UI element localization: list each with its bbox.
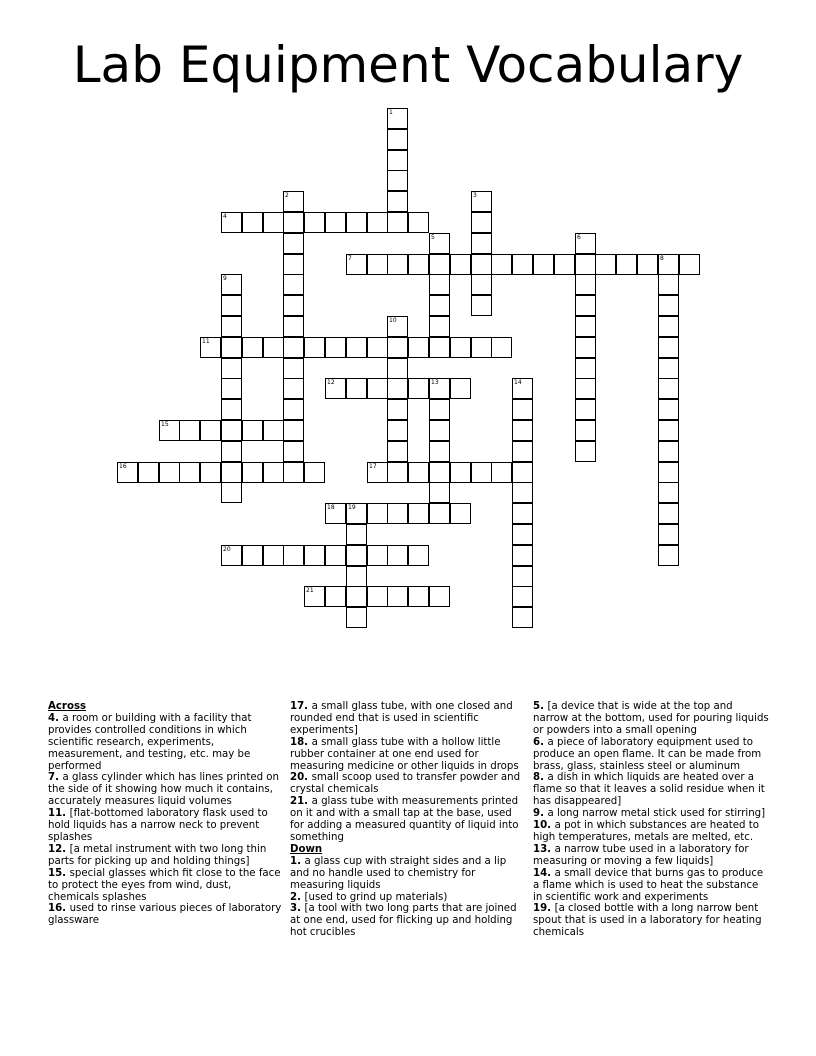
grid-cell[interactable] xyxy=(387,586,408,607)
grid-cell[interactable] xyxy=(346,503,367,524)
clue-number-label: 18 xyxy=(327,504,335,511)
grid-cell[interactable] xyxy=(387,337,408,358)
grid-cell[interactable] xyxy=(429,462,450,483)
grid-cell[interactable] xyxy=(283,295,304,316)
grid-cell[interactable] xyxy=(491,462,512,483)
grid-cell[interactable] xyxy=(575,420,596,441)
grid-cell[interactable] xyxy=(283,254,304,275)
grid-cell[interactable] xyxy=(512,586,533,607)
grid-cell[interactable] xyxy=(408,337,429,358)
grid-cell[interactable] xyxy=(408,378,429,399)
grid-cell[interactable] xyxy=(658,295,679,316)
grid-cell[interactable] xyxy=(429,337,450,358)
clue-text: a small glass tube with a hollow little rubber container at one end used for measuring medicine or other liquids in drops xyxy=(290,736,519,772)
grid-cell[interactable] xyxy=(658,378,679,399)
grid-cell[interactable] xyxy=(304,212,325,233)
grid-cell[interactable] xyxy=(471,254,492,275)
grid-cell[interactable] xyxy=(616,254,637,275)
clue-text: small scoop used to transfer powder and crystal chemicals xyxy=(290,772,521,796)
grid-cell[interactable] xyxy=(637,254,658,275)
clue-item xyxy=(533,868,769,904)
clue-text: [a metal instrument with two long thin parts for picking up and holding things] xyxy=(48,843,267,867)
grid-cell[interactable] xyxy=(658,441,679,462)
grid-cell[interactable] xyxy=(679,254,700,275)
grid-cell[interactable] xyxy=(367,462,388,483)
clue-number-label: 9 xyxy=(223,275,227,282)
clue-text: [a closed bottle with a long narrow bent spout that is used in a laboratory for heating chemicals xyxy=(533,903,762,939)
grid-cell[interactable] xyxy=(595,254,616,275)
grid-cell[interactable] xyxy=(367,586,388,607)
grid-cell[interactable] xyxy=(221,441,242,462)
grid-cell[interactable] xyxy=(221,337,242,358)
clue-item xyxy=(533,844,769,868)
clue-number-label: 15 xyxy=(161,421,169,428)
grid-cell[interactable] xyxy=(221,420,242,441)
grid-cell[interactable] xyxy=(221,378,242,399)
clue-number-label: 13 xyxy=(431,379,439,386)
grid-cell[interactable] xyxy=(242,545,263,566)
clue-number-label: 14 xyxy=(514,379,522,386)
grid-cell[interactable] xyxy=(408,462,429,483)
clue-item xyxy=(290,701,526,737)
grid-cell[interactable] xyxy=(429,441,450,462)
grid-cell[interactable] xyxy=(325,503,346,524)
grid-cell[interactable] xyxy=(575,295,596,316)
grid-cell[interactable] xyxy=(450,254,471,275)
grid-cell[interactable] xyxy=(387,545,408,566)
grid-cell[interactable] xyxy=(117,462,138,483)
clues-column-1 xyxy=(48,701,284,927)
clue-number: 6. xyxy=(533,736,548,748)
grid-cell[interactable] xyxy=(283,399,304,420)
grid-cell[interactable] xyxy=(304,337,325,358)
grid-cell[interactable] xyxy=(471,295,492,316)
grid-cell[interactable] xyxy=(179,462,200,483)
clue-item xyxy=(290,903,526,939)
grid-cell[interactable] xyxy=(471,337,492,358)
grid-cell[interactable] xyxy=(471,274,492,295)
clue-number: 16. xyxy=(48,903,70,915)
grid-cell[interactable] xyxy=(304,462,325,483)
grid-cell[interactable] xyxy=(575,399,596,420)
grid-cell[interactable] xyxy=(387,462,408,483)
grid-cell[interactable] xyxy=(387,503,408,524)
grid-cell[interactable] xyxy=(387,212,408,233)
grid-cell[interactable] xyxy=(283,358,304,379)
grid-cell[interactable] xyxy=(346,378,367,399)
clue-number-label: 12 xyxy=(327,379,335,386)
grid-cell[interactable] xyxy=(346,212,367,233)
grid-cell[interactable] xyxy=(283,233,304,254)
grid-cell[interactable] xyxy=(221,545,242,566)
grid-cell[interactable] xyxy=(200,420,221,441)
clues-column-2 xyxy=(290,701,526,939)
grid-cell[interactable] xyxy=(575,378,596,399)
grid-cell[interactable] xyxy=(367,378,388,399)
grid-cell[interactable] xyxy=(575,254,596,275)
grid-cell[interactable] xyxy=(471,462,492,483)
clue-text: a glass tube with measurements printed on it and with a small tap at the base, used for adding a measured quantity of liquid into something xyxy=(290,796,519,843)
clue-number-label: 10 xyxy=(389,317,397,324)
clue-number-label: 21 xyxy=(306,587,314,594)
grid-cell[interactable] xyxy=(429,482,450,503)
grid-cell[interactable] xyxy=(554,254,575,275)
grid-cell[interactable] xyxy=(346,524,367,545)
clue-number-label: 7 xyxy=(348,255,352,262)
grid-cell[interactable] xyxy=(471,233,492,254)
grid-cell[interactable] xyxy=(429,420,450,441)
grid-cell[interactable] xyxy=(304,545,325,566)
across-clue-list-continued xyxy=(290,701,526,844)
clue-text: [a tool with two long parts that are joined at one end, used for flicking up and holding hot crucibles xyxy=(290,903,517,939)
grid-cell[interactable] xyxy=(283,462,304,483)
grid-cell[interactable] xyxy=(387,191,408,212)
grid-cell[interactable] xyxy=(658,358,679,379)
grid-cell[interactable] xyxy=(221,316,242,337)
grid-cell[interactable] xyxy=(408,545,429,566)
clue-item xyxy=(533,808,769,820)
grid-cell[interactable] xyxy=(429,378,450,399)
clue-item xyxy=(48,772,284,808)
grid-cell[interactable] xyxy=(283,191,304,212)
grid-cell[interactable] xyxy=(346,545,367,566)
grid-cell[interactable] xyxy=(325,378,346,399)
grid-cell[interactable] xyxy=(533,254,554,275)
grid-cell[interactable] xyxy=(200,337,221,358)
grid-cell[interactable] xyxy=(512,607,533,628)
grid-cell[interactable] xyxy=(512,566,533,587)
grid-cell[interactable] xyxy=(408,503,429,524)
grid-cell[interactable] xyxy=(575,441,596,462)
grid-cell[interactable] xyxy=(159,420,180,441)
clue-number-label: 17 xyxy=(369,463,377,470)
grid-cell[interactable] xyxy=(429,295,450,316)
grid-cell[interactable] xyxy=(221,274,242,295)
clue-number: 19. xyxy=(533,903,555,915)
grid-cell[interactable] xyxy=(346,254,367,275)
grid-cell[interactable] xyxy=(658,462,679,483)
clue-number: 18. xyxy=(290,736,312,748)
puzzle-title: Lab Equipment Vocabulary xyxy=(72,36,744,94)
grid-cell[interactable] xyxy=(283,316,304,337)
clue-item xyxy=(290,892,526,904)
grid-cell[interactable] xyxy=(346,566,367,587)
clue-number: 11. xyxy=(48,808,70,820)
grid-cell[interactable] xyxy=(221,399,242,420)
grid-cell[interactable] xyxy=(242,462,263,483)
grid-cell[interactable] xyxy=(408,254,429,275)
grid-cell[interactable] xyxy=(221,358,242,379)
grid-cell[interactable] xyxy=(387,316,408,337)
grid-cell[interactable] xyxy=(283,441,304,462)
grid-cell[interactable] xyxy=(429,233,450,254)
clue-number: 2. xyxy=(290,891,305,903)
clue-text: a glass cup with straight sides and a lip and no handle used to chemistry for measuring liquids xyxy=(290,855,507,891)
grid-cell[interactable] xyxy=(429,274,450,295)
grid-cell[interactable] xyxy=(283,420,304,441)
grid-cell[interactable] xyxy=(387,129,408,150)
grid-cell[interactable] xyxy=(242,212,263,233)
clue-item xyxy=(290,796,526,844)
clue-text: [flat-bottomed laboratory flask used to hold liquids has a narrow neck to prevent splashes xyxy=(48,808,268,843)
clue-number-label: 5 xyxy=(431,234,435,241)
grid-cell[interactable] xyxy=(221,462,242,483)
grid-cell[interactable] xyxy=(471,191,492,212)
clue-item xyxy=(533,701,769,737)
clue-item xyxy=(48,808,284,844)
grid-cell[interactable] xyxy=(429,316,450,337)
clue-number-label: 2 xyxy=(285,192,289,199)
clue-item xyxy=(533,737,769,773)
grid-cell[interactable] xyxy=(325,586,346,607)
clue-number: 9. xyxy=(533,808,548,820)
grid-cell[interactable] xyxy=(242,337,263,358)
clue-text: a small glass tube, with one closed and rounded end that is used in scientific experiments] xyxy=(290,701,513,736)
grid-cell[interactable] xyxy=(179,420,200,441)
clue-text: a small device that burns gas to produce a flame which is used to heat the substance in scientific work and experiments xyxy=(533,867,764,903)
grid-cell[interactable] xyxy=(387,378,408,399)
clue-number-label: 11 xyxy=(202,338,210,345)
grid-cell[interactable] xyxy=(450,337,471,358)
grid-cell[interactable] xyxy=(471,212,492,233)
down-clue-list xyxy=(290,856,526,939)
clue-number: 5. xyxy=(533,701,548,712)
clue-item xyxy=(533,820,769,844)
clue-item xyxy=(290,772,526,796)
grid-cell[interactable] xyxy=(387,420,408,441)
grid-cell[interactable] xyxy=(429,586,450,607)
grid-cell[interactable] xyxy=(512,420,533,441)
grid-cell[interactable] xyxy=(450,462,471,483)
grid-cell[interactable] xyxy=(575,358,596,379)
grid-cell[interactable] xyxy=(408,586,429,607)
clue-number-label: 19 xyxy=(348,504,356,511)
clue-item xyxy=(48,713,284,773)
clue-item xyxy=(290,856,526,892)
grid-cell[interactable] xyxy=(387,358,408,379)
grid-cell[interactable] xyxy=(346,607,367,628)
grid-cell[interactable] xyxy=(242,420,263,441)
grid-cell[interactable] xyxy=(512,503,533,524)
clue-number: 21. xyxy=(290,796,312,808)
grid-cell[interactable] xyxy=(367,503,388,524)
grid-cell[interactable] xyxy=(325,545,346,566)
clue-item xyxy=(48,903,284,927)
clue-text: [used to grind up materials) xyxy=(304,891,448,903)
clue-number-label: 1 xyxy=(389,109,393,116)
grid-cell[interactable] xyxy=(408,212,429,233)
across-heading: Across xyxy=(48,701,87,712)
grid-cell[interactable] xyxy=(387,150,408,171)
clue-number-label: 20 xyxy=(223,546,231,553)
grid-cell[interactable] xyxy=(346,586,367,607)
grid-cell[interactable] xyxy=(367,212,388,233)
grid-cell[interactable] xyxy=(512,399,533,420)
clue-number-label: 4 xyxy=(223,213,227,220)
clue-number-label: 8 xyxy=(660,255,664,262)
clue-number: 15. xyxy=(48,867,70,879)
grid-cell[interactable] xyxy=(159,462,180,483)
clue-number: 1. xyxy=(290,855,305,867)
grid-cell[interactable] xyxy=(658,254,679,275)
across-clue-list xyxy=(48,713,284,927)
grid-cell[interactable] xyxy=(283,545,304,566)
grid-cell[interactable] xyxy=(429,399,450,420)
clue-text: a narrow tube used in a laboratory for measuring or moving a few liquids] xyxy=(533,843,749,867)
grid-cell[interactable] xyxy=(283,378,304,399)
grid-cell[interactable] xyxy=(429,254,450,275)
clue-item xyxy=(533,903,769,939)
grid-cell[interactable] xyxy=(367,545,388,566)
grid-cell[interactable] xyxy=(658,274,679,295)
grid-cell[interactable] xyxy=(263,212,284,233)
clue-item xyxy=(290,737,526,773)
grid-cell[interactable] xyxy=(283,337,304,358)
grid-cell[interactable] xyxy=(512,441,533,462)
grid-cell[interactable] xyxy=(221,295,242,316)
clue-text: a room or building with a facility that provides controlled conditions in which scientific research, experiments, measurement, and testing, etc. may be performed xyxy=(48,712,252,772)
grid-cell[interactable] xyxy=(325,212,346,233)
down-clue-list-continued xyxy=(533,701,769,939)
grid-cell[interactable] xyxy=(304,586,325,607)
grid-cell[interactable] xyxy=(658,524,679,545)
grid-cell[interactable] xyxy=(658,337,679,358)
grid-cell[interactable] xyxy=(325,337,346,358)
clue-number: 14. xyxy=(533,867,555,879)
clue-number: 10. xyxy=(533,820,555,832)
clue-number: 3. xyxy=(290,903,305,915)
grid-cell[interactable] xyxy=(658,399,679,420)
clue-item xyxy=(48,844,284,868)
clue-item xyxy=(48,868,284,904)
clue-number: 8. xyxy=(533,772,548,784)
grid-cell[interactable] xyxy=(387,108,408,129)
clue-number-label: 3 xyxy=(473,192,477,199)
grid-cell[interactable] xyxy=(491,254,512,275)
grid-cell[interactable] xyxy=(263,337,284,358)
grid-cell[interactable] xyxy=(387,170,408,191)
clue-number: 13. xyxy=(533,843,555,855)
grid-cell[interactable] xyxy=(221,212,242,233)
clue-number-label: 16 xyxy=(119,463,127,470)
clue-text: a piece of laboratory equipment used to produce an open flame. It can be made from brass, glass, stainless steel or aluminum xyxy=(533,736,762,772)
clue-item xyxy=(533,772,769,808)
clue-text: used to rinse various pieces of laboratory glassware xyxy=(48,903,282,927)
clue-number: 17. xyxy=(290,701,312,712)
grid-cell[interactable] xyxy=(263,545,284,566)
grid-cell[interactable] xyxy=(512,482,533,503)
clue-text: [a device that is wide at the top and narrow at the bottom, used for pouring liquids or powders into a small opening xyxy=(533,701,769,736)
grid-cell[interactable] xyxy=(450,378,471,399)
grid-cell[interactable] xyxy=(367,337,388,358)
clue-text: a long narrow metal stick used for stirring] xyxy=(547,808,766,820)
grid-cell[interactable] xyxy=(367,254,388,275)
grid-cell[interactable] xyxy=(283,212,304,233)
grid-cell[interactable] xyxy=(658,420,679,441)
grid-cell[interactable] xyxy=(512,462,533,483)
grid-cell[interactable] xyxy=(138,462,159,483)
grid-cell[interactable] xyxy=(512,254,533,275)
grid-cell[interactable] xyxy=(575,274,596,295)
grid-cell[interactable] xyxy=(221,482,242,503)
grid-cell[interactable] xyxy=(263,462,284,483)
grid-cell[interactable] xyxy=(512,378,533,399)
grid-cell[interactable] xyxy=(658,316,679,337)
grid-cell[interactable] xyxy=(512,545,533,566)
grid-cell[interactable] xyxy=(283,274,304,295)
grid-cell[interactable] xyxy=(658,503,679,524)
clue-number: 4. xyxy=(48,712,63,724)
grid-cell[interactable] xyxy=(429,503,450,524)
grid-cell[interactable] xyxy=(658,545,679,566)
grid-cell[interactable] xyxy=(658,482,679,503)
down-heading: Down xyxy=(290,843,323,855)
clue-text: a pot in which substances are heated to high temperatures, metals are melted, etc. xyxy=(533,820,759,843)
grid-cell[interactable] xyxy=(200,462,221,483)
clue-number: 12. xyxy=(48,843,70,855)
grid-cell[interactable] xyxy=(387,399,408,420)
grid-cell[interactable] xyxy=(387,441,408,462)
clue-number: 7. xyxy=(48,772,63,784)
grid-cell[interactable] xyxy=(575,337,596,358)
clue-number: 20. xyxy=(290,772,312,784)
clue-number-label: 6 xyxy=(577,234,581,241)
grid-cell[interactable] xyxy=(512,524,533,545)
grid-cell[interactable] xyxy=(575,316,596,337)
clue-text: a dish in which liquids are heated over a flame so that it leaves a solid residue when it has disappeared] xyxy=(533,772,765,808)
clue-text: special glasses which fit close to the face to protect the eyes from wind, dust, chemicals splashes xyxy=(48,867,281,903)
grid-cell[interactable] xyxy=(387,254,408,275)
grid-cell[interactable] xyxy=(263,420,284,441)
grid-cell[interactable] xyxy=(575,233,596,254)
grid-cell[interactable] xyxy=(346,337,367,358)
grid-cell[interactable] xyxy=(450,503,471,524)
clues-column-3 xyxy=(533,701,769,939)
grid-cell[interactable] xyxy=(491,337,512,358)
clue-text: a glass cylinder which has lines printed on the side of it showing how much it contains, accurately measures liquid volumes xyxy=(48,772,279,808)
